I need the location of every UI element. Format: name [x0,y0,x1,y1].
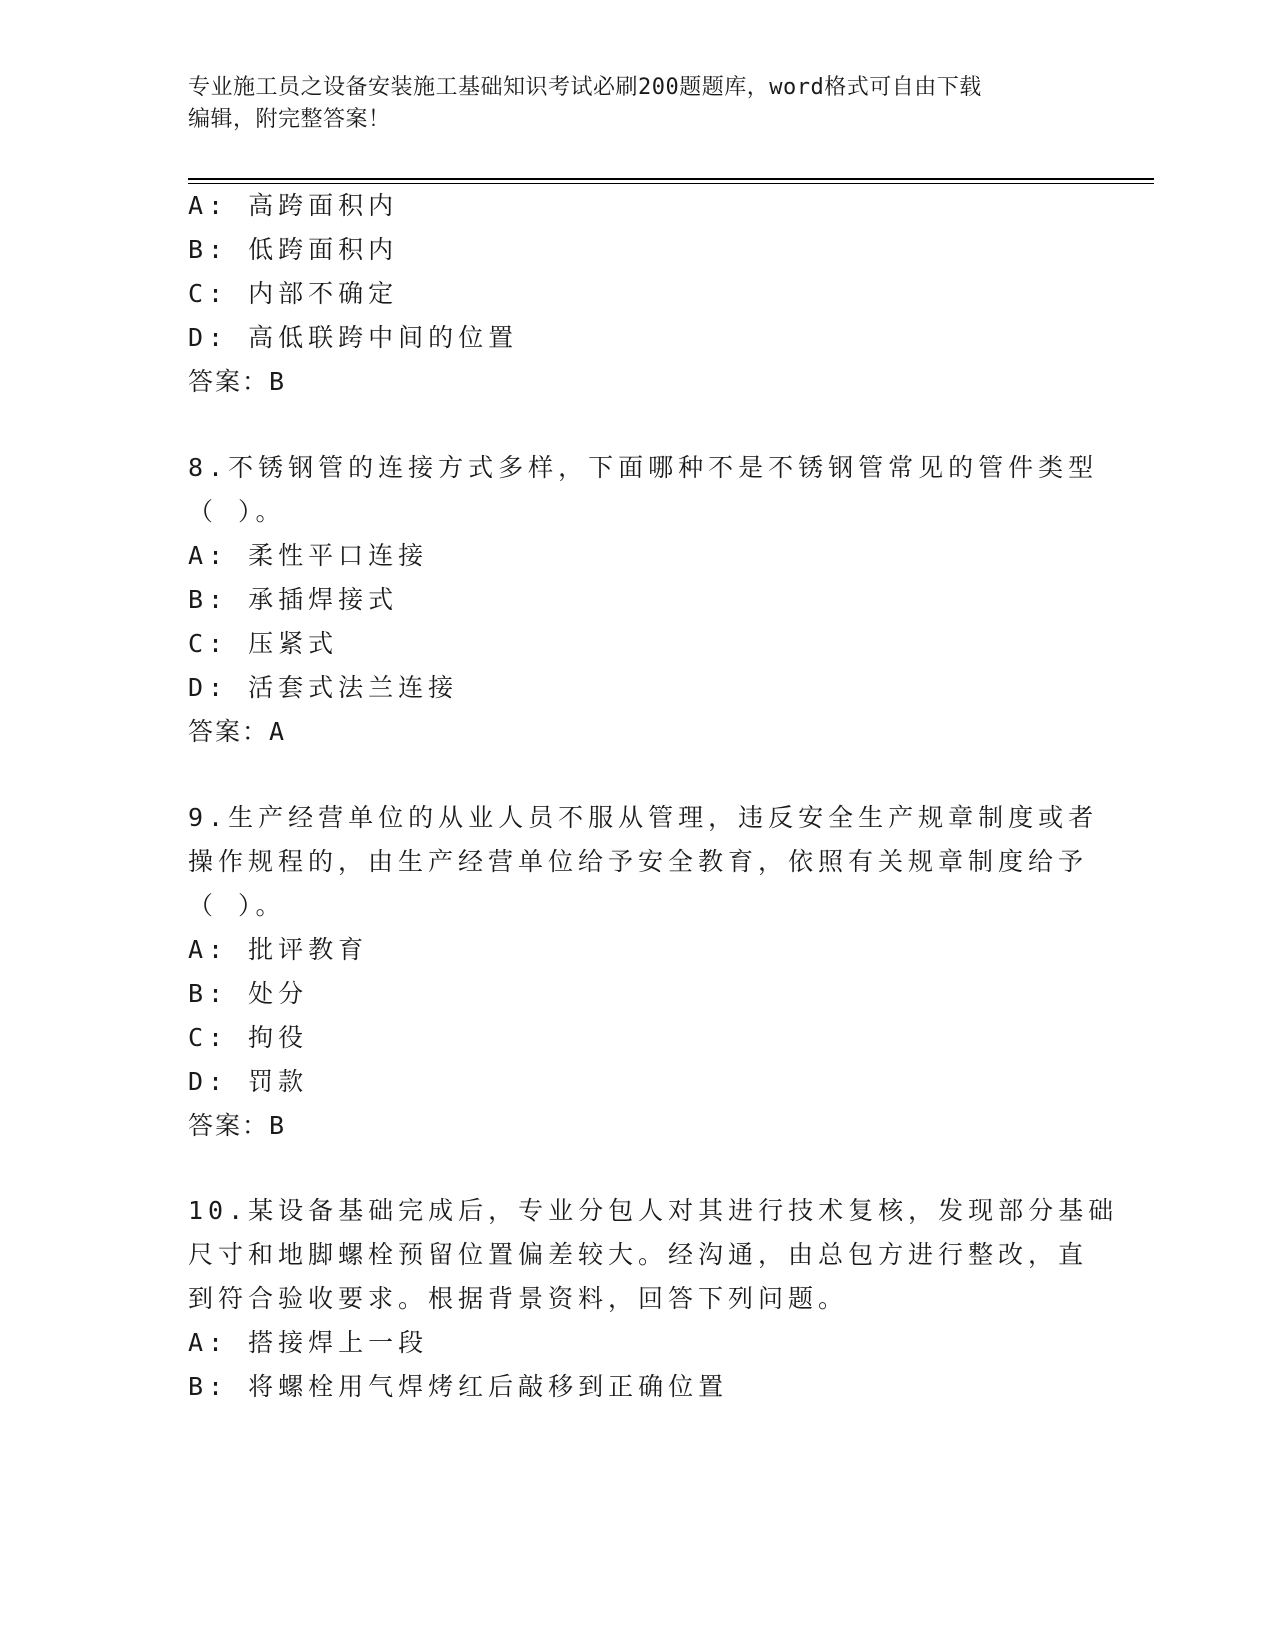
q9-stem-line-1: 9.生产经营单位的从业人员不服从管理，违反安全生产规章制度或者 [188,803,1099,832]
header-line-2: 编辑，附完整答案！ [188,107,391,132]
q7-option-c: C: 内部不确定 [188,279,399,308]
q9-answer: 答案：B [188,1111,287,1140]
q10-stem-line-2: 尺寸和地脚螺栓预留位置偏差较大。经沟通，由总包方进行整改，直 [188,1240,1089,1269]
q9-stem-line-2: 操作规程的，由生产经营单位给予安全教育，依照有关规章制度给予 [188,847,1089,876]
header-divider-thick [188,178,1154,180]
q8-option-c: C: 压紧式 [188,629,339,658]
q10-stem-line-1: 10.某设备基础完成后，专业分包人对其进行技术复核，发现部分基础 [188,1196,1119,1225]
q10-option-a: A: 搭接焊上一段 [188,1328,429,1357]
q8-option-d: D: 活套式法兰连接 [188,673,459,702]
q9-option-d: D: 罚款 [188,1067,309,1096]
q7-option-a: A: 高跨面积内 [188,191,399,220]
q7-option-b: B: 低跨面积内 [188,235,399,264]
q7-answer: 答案：B [188,367,287,396]
q9-option-a: A: 批评教育 [188,935,369,964]
header-line-1: 专业施工员之设备安装施工基础知识考试必刷200题题库，word格式可自由下载 [188,75,982,100]
document-header [188,72,1068,136]
q8-option-a: A: 柔性平口连接 [188,541,429,570]
q7-option-d: D: 高低联跨中间的位置 [188,323,519,352]
q10-option-b: B: 将螺栓用气焊烤红后敲移到正确位置 [188,1372,729,1401]
q10-stem-line-3: 到符合验收要求。根据背景资料，回答下列问题。 [188,1284,849,1313]
q9-option-b: B: 处分 [188,979,309,1008]
header-divider-thin [188,183,1154,184]
q8-option-b: B: 承插焊接式 [188,585,399,614]
q8-stem-line-2: （ ）。 [188,497,286,526]
q8-stem-line-1: 8.不锈钢管的连接方式多样，下面哪种不是不锈钢管常见的管件类型 [188,453,1099,482]
q8-answer: 答案：A [188,717,287,746]
q9-stem-line-3: （ ）。 [188,891,286,920]
q9-option-c: C: 拘役 [188,1023,309,1052]
